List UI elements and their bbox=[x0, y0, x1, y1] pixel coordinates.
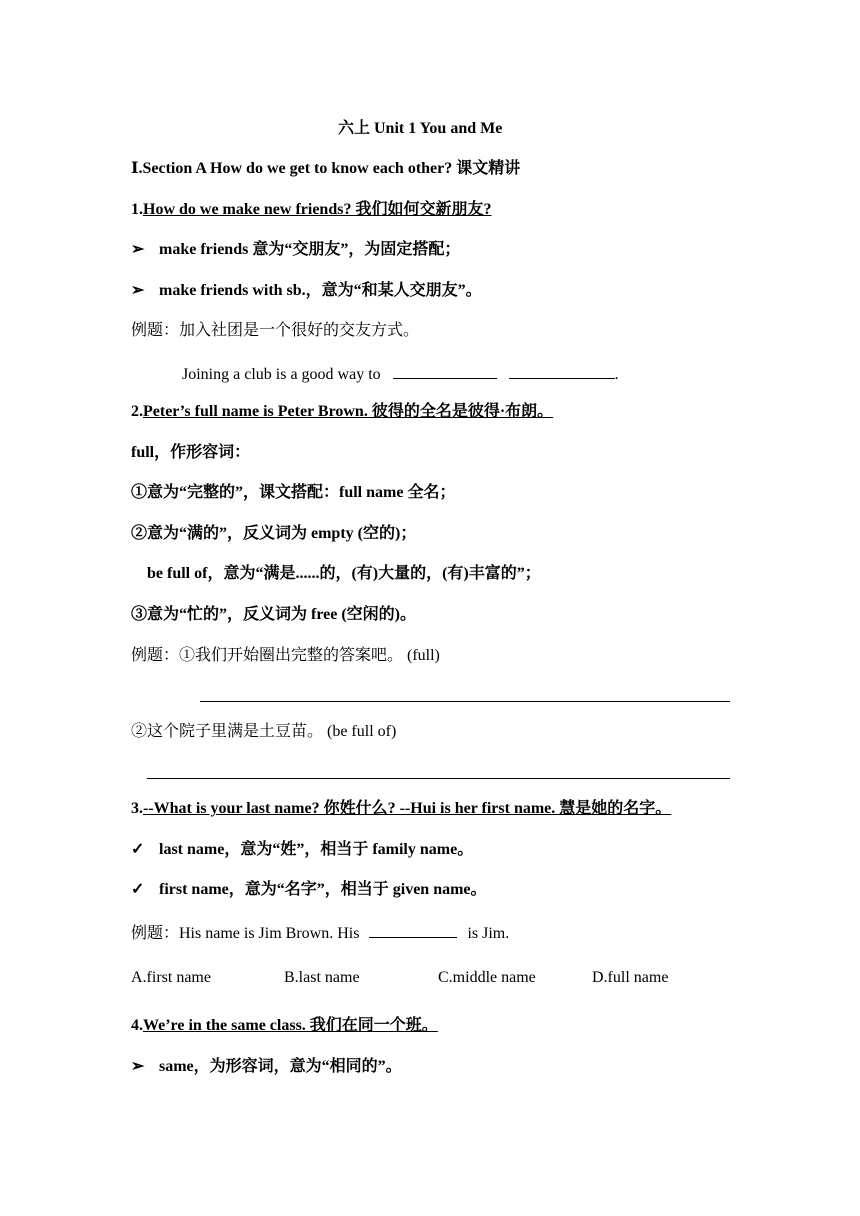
item2-heading-row bbox=[131, 402, 553, 422]
check-bullet-icon: ✓ bbox=[131, 881, 145, 898]
answer-blank[interactable] bbox=[509, 362, 615, 379]
item1-number: 1. bbox=[131, 201, 143, 218]
item1-heading-row bbox=[131, 200, 491, 220]
item2-line-5: ③意为“忙的”，反义词为 free (空闲的)。 bbox=[131, 606, 417, 623]
item3-number: 3. bbox=[131, 800, 143, 817]
option-d[interactable]: D.full name bbox=[592, 969, 669, 986]
arrow-bullet-icon: ➢ bbox=[131, 241, 145, 258]
item3-example bbox=[131, 921, 509, 944]
option-b[interactable]: B.last name bbox=[284, 969, 360, 986]
arrow-bullet-icon: ➢ bbox=[131, 1058, 145, 1075]
bullet-text: make friends 意为“交朋友”，为固定搭配； bbox=[159, 241, 461, 258]
arrow-bullet-icon: ➢ bbox=[131, 282, 145, 299]
section-heading: Ⅰ.Section A How do we get to know each other? 课文精讲 bbox=[131, 160, 521, 177]
item1-bullet-1 bbox=[131, 240, 460, 260]
item2-line-2: ①意为“完整的”，课文搭配：full name 全名； bbox=[131, 484, 456, 501]
item2-example-1: 例题：①我们开始圈出完整的答案吧。 (full) bbox=[131, 647, 440, 664]
item4-bullet-1 bbox=[131, 1057, 402, 1077]
item4-heading-row bbox=[131, 1016, 438, 1036]
answer-blank[interactable] bbox=[369, 921, 457, 938]
item2-example-2: ②这个院子里满是土豆苗。 (be full of) bbox=[131, 723, 397, 740]
bullet-text: make friends with sb.，意为“和某人交朋友”。 bbox=[159, 282, 482, 299]
item1-heading: How do we make new friends? 我们如何交新朋友? bbox=[143, 201, 492, 218]
option-a[interactable]: A.first name bbox=[131, 969, 211, 986]
item1-example-label: 例题：加入社团是一个很好的交友方式。 bbox=[131, 322, 420, 339]
bullet-text: first name，意为“名字”，相当于 given name。 bbox=[159, 881, 487, 898]
item2-number: 2. bbox=[131, 403, 143, 420]
item2-line-4: be full of，意为“满是......的，(有)大量的，(有)丰富的”； bbox=[147, 565, 541, 582]
bullet-text: last name，意为“姓”，相当于 family name。 bbox=[159, 841, 474, 858]
item1-bullet-2 bbox=[131, 281, 482, 301]
example-sentence-end: . bbox=[614, 366, 619, 383]
bullet-text: same，为形容词，意为“相同的”。 bbox=[159, 1058, 402, 1075]
item4-number: 4. bbox=[131, 1017, 143, 1034]
example-start: 例题：His name is Jim Brown. His bbox=[131, 925, 360, 942]
check-bullet-icon: ✓ bbox=[131, 841, 145, 858]
item3-heading-row bbox=[131, 799, 671, 819]
example-end: is Jim. bbox=[467, 925, 510, 942]
item4-heading: We’re in the same class. 我们在同一个班。 bbox=[143, 1017, 438, 1034]
item3-heading: --What is your last name? 你姓什么? --Hui is her first name. 慧是她的名字。 bbox=[143, 800, 672, 817]
answer-line[interactable] bbox=[200, 701, 730, 702]
item3-bullet-2 bbox=[131, 880, 487, 900]
answer-line[interactable] bbox=[147, 778, 730, 779]
option-c[interactable]: C.middle name bbox=[438, 969, 536, 986]
item3-bullet-1 bbox=[131, 840, 473, 860]
item2-heading: Peter’s full name is Peter Brown. 彼得的全名是彼得·布朗。 bbox=[143, 403, 554, 420]
item2-line-3: ②意为“满的”，反义词为 empty (空的)； bbox=[131, 525, 417, 542]
page-title: 六上 Unit 1 You and Me bbox=[338, 120, 503, 137]
item1-example-sentence bbox=[182, 362, 619, 385]
item2-line-1: full，作形容词： bbox=[131, 444, 251, 461]
answer-blank[interactable] bbox=[393, 362, 497, 379]
example-sentence-start: Joining a club is a good way to bbox=[182, 366, 381, 383]
